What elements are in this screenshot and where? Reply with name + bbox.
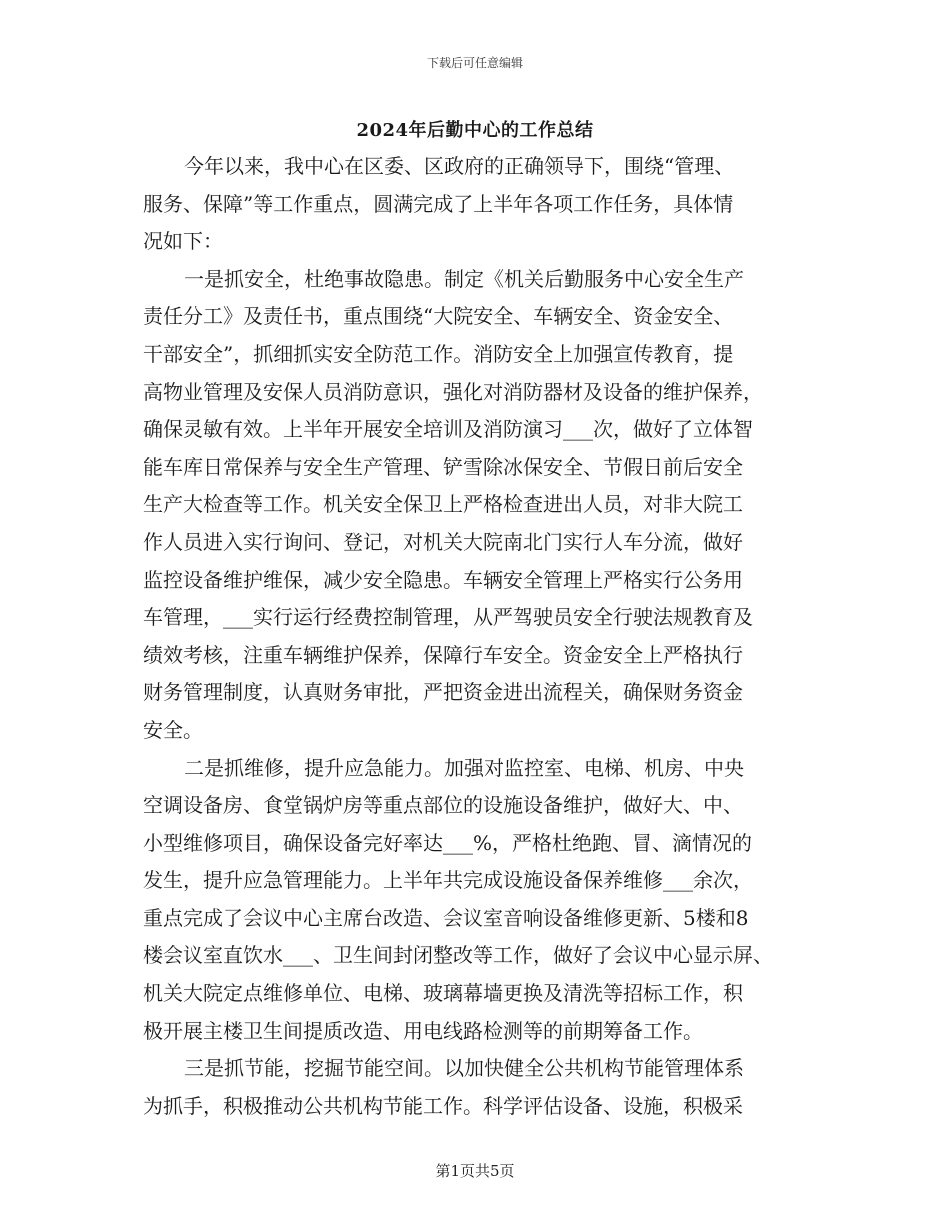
text-line: 极开展主楼卫生间提质改造、用电线路检测等的前期筹备工作。 bbox=[143, 1018, 703, 1043]
text-line: 机关大院定点维修单位、电梯、玻璃幕墙更换及清洗等招标工作，积 bbox=[143, 981, 743, 1006]
text-line: 小型维修项目，确保设备完好率达___%，严格杜绝跑、冒、滴情况的 bbox=[143, 830, 753, 855]
text-line: 作人员进入实行询问、登记，对机关大院南北门实行人车分流，做好 bbox=[143, 529, 743, 554]
text-line: 一是抓安全，杜绝事故隐患。制定《机关后勤服务中心安全生产 bbox=[184, 266, 744, 291]
page-number: 第1页共5页 bbox=[435, 1162, 515, 1180]
text-line: 发生，提升应急管理能力。上半年共完成设施设备保养维修___余次， bbox=[143, 868, 753, 893]
text-line: 监控设备维护维保，减少安全隐患。车辆安全管理上严格实行公务用 bbox=[143, 567, 743, 592]
text-line: 安全。 bbox=[143, 717, 203, 742]
text-line: 确保灵敏有效。上半年开展安全培训及消防演习___次，做好了立体智 bbox=[143, 417, 753, 442]
text-line: 生产大检查等工作。机关安全保卫上严格检查进出人员，对非大院工 bbox=[143, 492, 743, 517]
text-line: 楼会议室直饮水___、卫生间封闭整改等工作，做好了会议中心显示屏、 bbox=[143, 943, 773, 968]
text-line: 服务、保障”等工作重点，圆满完成了上半年各项工作任务，具体情 bbox=[143, 191, 734, 216]
text-line: 为抓手，积极推动公共机构节能工作。科学评估设备、设施，积极采 bbox=[143, 1093, 743, 1118]
document-title: 2024年后勤中心的工作总结 bbox=[356, 120, 594, 141]
text-line: 今年以来，我中心在区委、区政府的正确领导下，围绕“管理、 bbox=[184, 154, 735, 178]
text-line: 二是抓维修，提升应急能力。加强对监控室、电梯、机房、中央 bbox=[184, 755, 744, 780]
text-line: 重点完成了会议中心主席台改造、会议室音响设备维修更新、5楼和8 bbox=[143, 905, 749, 930]
document-body bbox=[143, 148, 813, 1125]
text-line: 三是抓节能，挖掘节能空间。以加快健全公共机构节能管理体系 bbox=[184, 1056, 744, 1081]
text-line: 干部安全”，抓细抓实安全防范工作。消防安全上加强宣传教育，提 bbox=[143, 341, 734, 366]
text-line: 高物业管理及安保人员消防意识，强化对消防器材及设备的维护保养， bbox=[143, 379, 763, 404]
text-line: 绩效考核，注重车辆维护保养，保障行车安全。资金安全上严格执行 bbox=[143, 642, 743, 667]
text-line: 责任分工》及责任书，重点围绕“大院安全、车辆安全、资金安全、 bbox=[143, 304, 734, 329]
header-note: 下载后可任意编辑 bbox=[426, 56, 523, 70]
text-line: 空调设备房、食堂锅炉房等重点部位的设施设备维护，做好大、中、 bbox=[143, 793, 743, 818]
text-line: 能车库日常保养与安全生产管理、铲雪除冰保安全、节假日前后安全 bbox=[143, 454, 743, 479]
text-line: 车管理，___实行运行经费控制管理，从严驾驶员安全行驶法规教育及 bbox=[143, 605, 753, 630]
text-line: 财务管理制度，认真财务审批，严把资金进出流程关，确保财务资金 bbox=[143, 680, 743, 705]
text-line: 况如下： bbox=[143, 229, 223, 254]
